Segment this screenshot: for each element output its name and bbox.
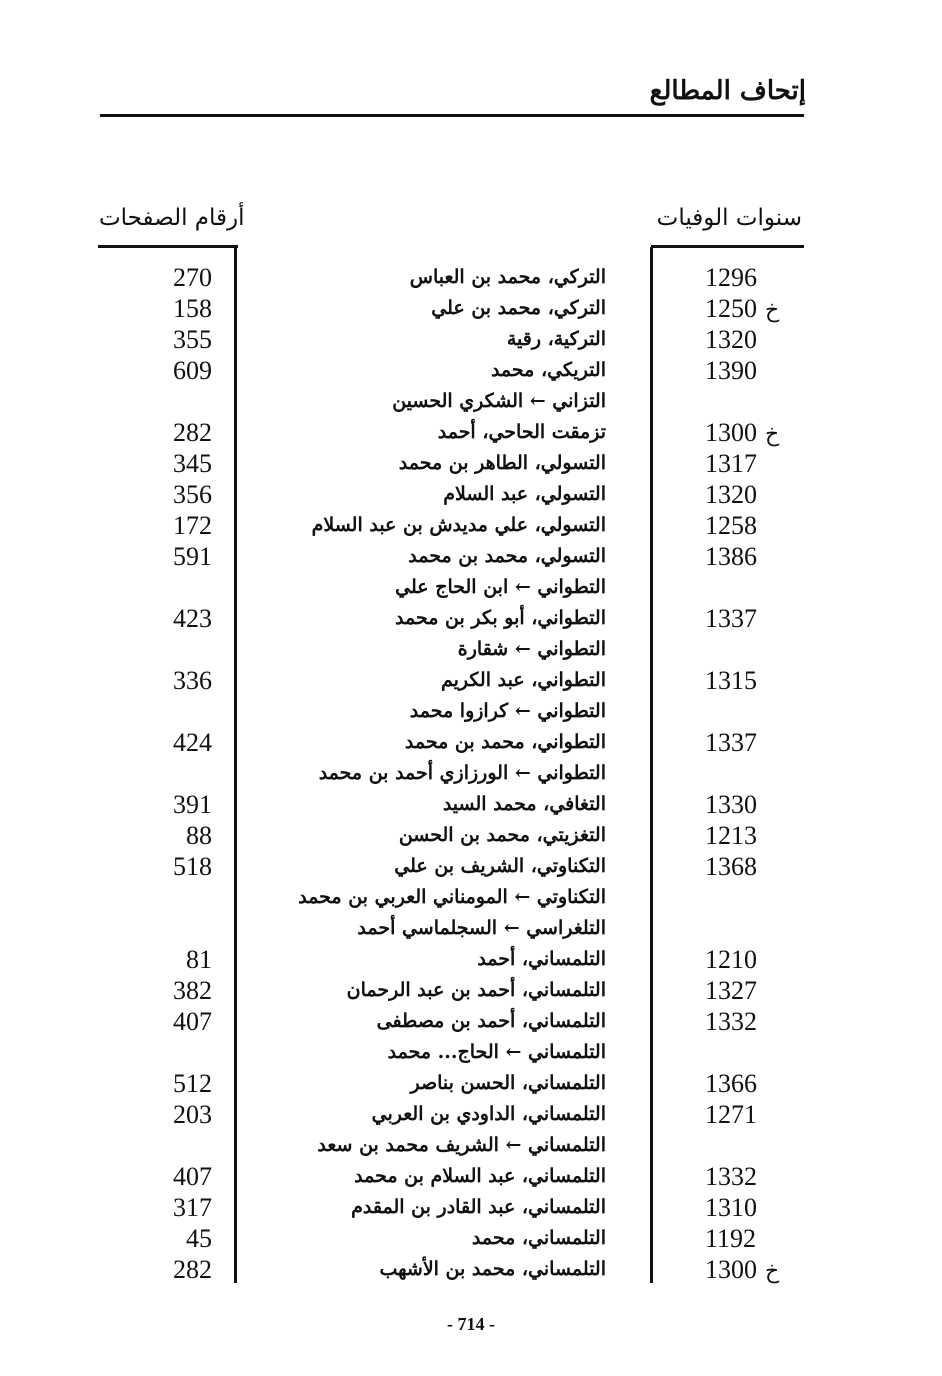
death-year: 1192 <box>705 1224 757 1253</box>
death-year: 1320 <box>705 325 757 354</box>
death-year: 1271 <box>705 1100 757 1129</box>
page-reference: 282 <box>173 1255 212 1284</box>
person-name: التطواني ← ابن الحاج علي <box>395 576 606 598</box>
death-year: 1258 <box>705 511 757 540</box>
index-row <box>0 293 942 324</box>
index-table <box>0 262 942 1285</box>
death-year: 1386 <box>705 542 757 571</box>
death-year: 1337 <box>705 604 757 633</box>
person-name: التغافي، محمد السيد <box>442 793 606 815</box>
death-year: 1330 <box>705 790 757 819</box>
death-year: 1332 <box>705 1162 757 1191</box>
person-name: التطواني، عبد الكريم <box>441 669 606 691</box>
index-row <box>0 1068 942 1099</box>
index-row <box>0 1223 942 1254</box>
page-reference: 518 <box>173 852 212 881</box>
person-name: التلمساني ← الشريف محمد بن سعد <box>317 1134 606 1156</box>
death-year: 1250 <box>705 294 757 323</box>
person-name: التلمساني، عبد القادر بن المقدم <box>351 1196 606 1218</box>
manuscript-mark: خ <box>765 422 780 447</box>
person-name: التريكي، محمد <box>490 359 606 381</box>
person-name: التلغراسي ← السجلماسي أحمد <box>357 917 606 939</box>
death-year: 1210 <box>705 945 757 974</box>
death-year: 1317 <box>705 449 757 478</box>
index-row <box>0 758 942 789</box>
person-name: التلمساني، أحمد <box>477 948 606 970</box>
index-row <box>0 510 942 541</box>
page-reference: 407 <box>173 1007 212 1036</box>
header-rule <box>100 114 804 117</box>
page-reference: 391 <box>173 790 212 819</box>
index-row <box>0 417 942 448</box>
page-reference: 609 <box>173 356 212 385</box>
running-title: إتحاف المطالع <box>649 76 806 106</box>
person-name: التلمساني، الحسن بناصر <box>410 1072 606 1094</box>
page-reference: 270 <box>173 263 212 292</box>
death-year: 1320 <box>705 480 757 509</box>
person-name: التلمساني، أحمد بن مصطفى <box>376 1010 606 1032</box>
index-row <box>0 913 942 944</box>
page-reference: 407 <box>173 1162 212 1191</box>
pages-column-rule <box>98 245 238 248</box>
death-year: 1337 <box>705 728 757 757</box>
page-reference: 345 <box>173 449 212 478</box>
death-year: 1300 <box>705 418 757 447</box>
death-year: 1315 <box>705 666 757 695</box>
death-year: 1300 <box>705 1255 757 1284</box>
death-year: 1213 <box>705 821 757 850</box>
index-row <box>0 882 942 913</box>
page-reference: 336 <box>173 666 212 695</box>
death-year: 1310 <box>705 1193 757 1222</box>
manuscript-mark: خ <box>765 298 780 323</box>
person-name: التلمساني، عبد السلام بن محمد <box>354 1165 606 1187</box>
index-row <box>0 665 942 696</box>
page-reference: 317 <box>173 1193 212 1222</box>
death-year: 1366 <box>705 1069 757 1098</box>
page-reference: 355 <box>173 325 212 354</box>
index-row <box>0 1006 942 1037</box>
index-row <box>0 262 942 293</box>
person-name: التلمساني، محمد <box>471 1227 606 1249</box>
person-name: تزمقت الحاحي، أحمد <box>437 421 606 443</box>
index-row <box>0 448 942 479</box>
person-name: التركي، محمد بن علي <box>431 297 606 319</box>
pages-column-header: أرقام الصفحات <box>99 205 245 231</box>
index-row <box>0 1037 942 1068</box>
index-row <box>0 603 942 634</box>
index-row <box>0 1254 942 1285</box>
person-name: التلمساني ← الحاج... محمد <box>387 1041 606 1063</box>
death-year: 1390 <box>705 356 757 385</box>
death-year: 1332 <box>705 1007 757 1036</box>
person-name: التكناوتي، الشريف بن علي <box>394 855 606 877</box>
index-row <box>0 1130 942 1161</box>
index-row <box>0 541 942 572</box>
index-row <box>0 944 942 975</box>
page-reference: 81 <box>186 945 212 974</box>
index-row <box>0 1099 942 1130</box>
years-column-header: سنوات الوفيات <box>656 205 802 231</box>
person-name: التطواني ← كرازوا محمد <box>409 700 606 722</box>
page-reference: 512 <box>173 1069 212 1098</box>
person-name: التسولي، محمد بن محمد <box>408 545 606 567</box>
index-row <box>0 479 942 510</box>
person-name: التطواني ← الورزازي أحمد بن محمد <box>318 762 606 784</box>
person-name: التسولي، علي مديدش بن عبد السلام <box>311 514 606 536</box>
death-year: 1327 <box>705 976 757 1005</box>
death-year: 1296 <box>705 263 757 292</box>
person-name: التسولي، عبد السلام <box>443 483 606 505</box>
index-row <box>0 572 942 603</box>
index-row <box>0 975 942 1006</box>
person-name: التسولي، الطاهر بن محمد <box>398 452 606 474</box>
person-name: التغزيتي، محمد بن الحسن <box>398 824 606 846</box>
page-reference: 423 <box>173 604 212 633</box>
index-row <box>0 789 942 820</box>
person-name: التركية، رقية <box>506 328 606 350</box>
page-number: - 714 - <box>447 1314 495 1334</box>
death-year: 1368 <box>705 852 757 881</box>
page-reference: 203 <box>173 1100 212 1129</box>
page-reference: 172 <box>173 511 212 540</box>
manuscript-mark: خ <box>765 1259 780 1284</box>
page-reference: 591 <box>173 542 212 571</box>
index-row <box>0 696 942 727</box>
page-reference: 158 <box>173 294 212 323</box>
index-row <box>0 324 942 355</box>
person-name: التزاني ← الشكري الحسين <box>392 390 606 412</box>
person-name: التركي، محمد بن العباس <box>409 266 606 288</box>
person-name: التكناوتي ← المومناني العربي بن محمد <box>298 886 606 908</box>
index-row <box>0 355 942 386</box>
page-reference: 424 <box>173 728 212 757</box>
person-name: التلمساني، الداودي بن العربي <box>371 1103 606 1125</box>
page-reference: 382 <box>173 976 212 1005</box>
index-row <box>0 386 942 417</box>
person-name: التلمساني، محمد بن الأشهب <box>379 1258 606 1280</box>
index-row <box>0 1161 942 1192</box>
index-row <box>0 820 942 851</box>
person-name: التطواني، محمد بن محمد <box>404 731 606 753</box>
years-column-rule <box>651 245 804 248</box>
person-name: التطواني ← شقارة <box>457 638 606 660</box>
page-reference: 45 <box>186 1224 212 1253</box>
index-row <box>0 851 942 882</box>
person-name: التلمساني، أحمد بن عبد الرحمان <box>346 979 606 1001</box>
index-row <box>0 727 942 758</box>
index-row <box>0 1192 942 1223</box>
page-reference: 88 <box>186 821 212 850</box>
index-row <box>0 634 942 665</box>
page-reference: 282 <box>173 418 212 447</box>
person-name: التطواني، أبو بكر بن محمد <box>395 607 606 629</box>
page-reference: 356 <box>173 480 212 509</box>
